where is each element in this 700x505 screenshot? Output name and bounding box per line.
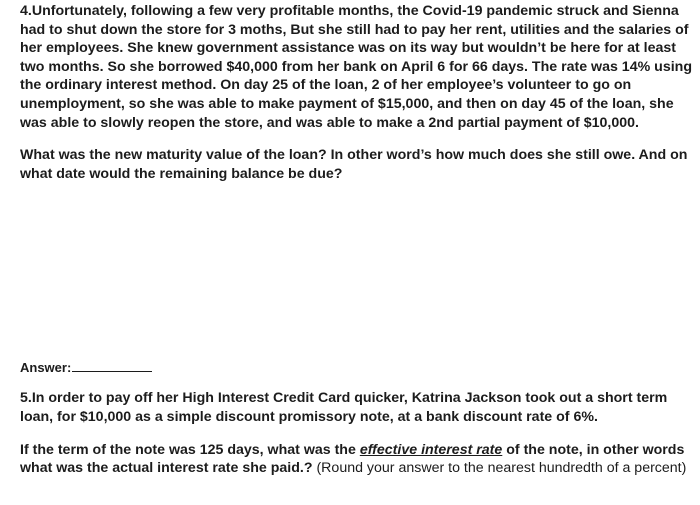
answer-field[interactable] xyxy=(20,359,692,377)
answer-blank-line[interactable] xyxy=(72,359,152,372)
effective-interest-rate-emphasis: effective interest rate xyxy=(359,441,503,458)
question-5-body: 5.In order to pay off her High Interest Credit Card quicker, Katrina Jackson took out a short term loan, for $10,000 as a simple discount promissory note, at a bank discount rate of 6%. xyxy=(20,390,668,425)
question-5-prompt-part2: of the note, in other words what was the actual interest rate she paid.? xyxy=(20,441,685,477)
question-4-body: 4.Unfortunately, following a few very profitable months, the Covid-19 pandemic struck and Sienna had to shut down the store for 3 moths, But she still had to pay her rent, utilities and the salaries of her employees. She knew government assistance was on its way but wouldn’t be here for at least two months. So she borrowed $40,000 from her bank on April 6 for 66 days. The rate was 14% using the ordinary interest method. On day 25 of the loan, 2 of her employee’s volunteer to go on unemployment, so she was able to make payment of $15,000, and then on day 45 of the loan, she was able to slowly reopen the store, and was able to make a 2nd partial payment of $10,000. xyxy=(20,3,692,131)
rounding-note: (Round your answer to the nearest hundredth of a percent) xyxy=(312,460,687,477)
answer-label: Answer: xyxy=(20,360,72,376)
question-5-prompt xyxy=(20,441,692,478)
question-5-prompt-part1: If the term of the note was 125 days, what was the xyxy=(20,441,360,458)
document-page xyxy=(20,2,692,478)
question-4-prompt: What was the new maturity value of the loan? In other word’s how much does she still owe. And on what date would the remaining balance be due? xyxy=(20,147,688,182)
